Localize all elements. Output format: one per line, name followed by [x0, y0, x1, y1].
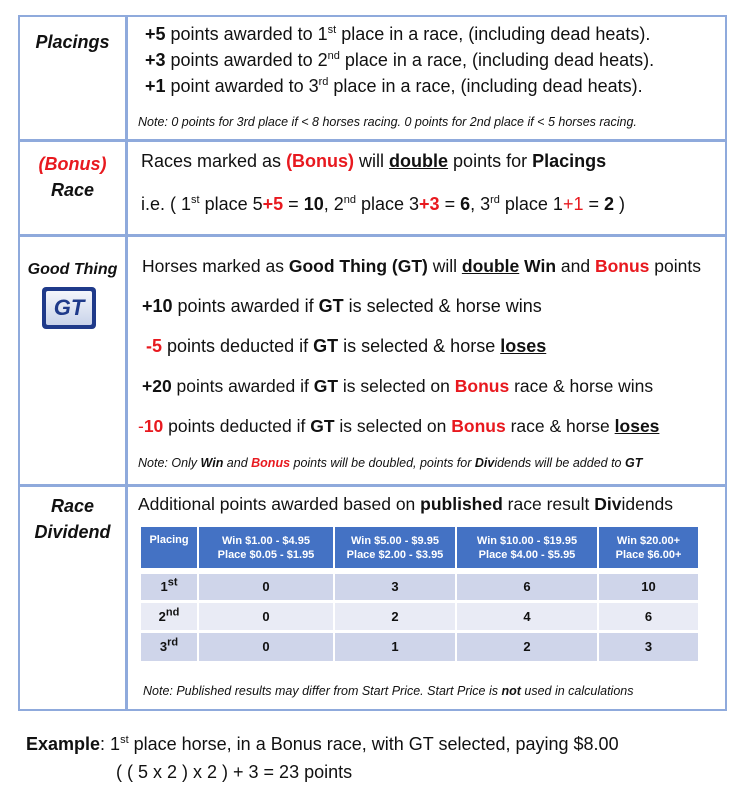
gt-l1-gt: Good Thing (GT)	[288, 256, 428, 276]
table-cell: 0	[198, 631, 334, 661]
second-text-a: points awarded to 2	[165, 50, 328, 70]
bonus-l2-b: place 5	[199, 194, 263, 214]
gt-l4-bonus: Bonus	[454, 376, 510, 396]
example-label: Example	[26, 734, 101, 754]
bonus-l2-r1: 10	[303, 194, 324, 214]
placings-third-line	[145, 76, 643, 97]
gt-l3-gt: GT	[313, 336, 339, 356]
header-col-3	[456, 527, 598, 571]
gt-line-3	[146, 336, 546, 357]
row-3-num: 3	[159, 639, 168, 655]
header-col-2-win: Win $5.00 - $9.95	[351, 534, 439, 547]
gt-note-c: points will be doubled, points for	[290, 456, 475, 470]
gt-l3-pts: -5	[146, 336, 163, 356]
bonus-l1-double: double	[389, 151, 449, 171]
gt-note-bonus: Bonus	[251, 456, 291, 470]
table-row	[141, 601, 698, 631]
gt-l1-e: points	[649, 256, 701, 276]
bonus-l1-bonus: (Bonus)	[286, 151, 355, 171]
bonus-l2-a: i.e. ( 1	[141, 194, 192, 214]
header-placing	[141, 527, 198, 571]
header-col-4	[598, 527, 698, 571]
table-cell: 0	[198, 601, 334, 631]
example-colon: : 1	[100, 734, 121, 754]
gt-l3-b: is selected & horse	[338, 336, 501, 356]
good-thing-row	[20, 237, 725, 487]
gt-l4-c: race & horse wins	[509, 376, 654, 396]
dividend-row	[20, 487, 725, 709]
gt-line-2	[142, 296, 542, 317]
table-row	[141, 571, 698, 601]
gt-logo-icon	[42, 287, 96, 329]
gt-l5-c: race & horse	[505, 416, 615, 436]
first-sup: st	[327, 24, 337, 36]
placings-note: Note: 0 points for 3rd place if < 8 horses racing. 0 points for 2nd place if < 5 horses racing.	[138, 115, 637, 129]
gt-l4-pts: +20	[142, 376, 172, 396]
good-thing-content	[131, 237, 725, 484]
bonus-l2-sup2: nd	[343, 194, 356, 206]
row-3-placing	[141, 631, 198, 661]
bonus-label-b: Race	[50, 180, 95, 200]
third-text-a: point awarded to 3	[165, 76, 319, 96]
gt-note	[138, 456, 642, 470]
header-col-2	[334, 527, 456, 571]
table-cell: 3	[334, 571, 456, 601]
dividend-label-a: Race	[50, 496, 95, 516]
bonus-l1-b: will	[354, 151, 390, 171]
gt-l3-loses: loses	[500, 336, 547, 356]
gt-l5-bonus: Bonus	[451, 416, 506, 436]
example-sup: st	[120, 734, 129, 746]
div-note-not: not	[501, 684, 521, 698]
dividend-header-row	[141, 527, 698, 571]
bonus-line-2	[141, 194, 625, 215]
header-placing-text: Placing	[149, 534, 189, 546]
div-intro-a: Additional points awarded based on	[138, 494, 421, 514]
gt-l4-gt: GT	[313, 376, 339, 396]
bonus-line-1	[141, 151, 606, 172]
table-cell: 0	[198, 571, 334, 601]
good-thing-label: Good Thing	[27, 261, 118, 278]
bonus-l2-h: place 1	[499, 194, 563, 214]
header-col-4-win: Win $20.00+	[616, 534, 681, 547]
gt-l1-bonus: Bonus	[594, 256, 650, 276]
dividend-content	[131, 487, 725, 709]
bonus-l2-e: place 3	[355, 194, 420, 214]
header-col-2-place: Place $2.00 - $3.95	[346, 548, 444, 561]
second-points: +3	[145, 50, 166, 70]
row-2-sup: nd	[165, 606, 180, 619]
bonus-label-cell	[20, 142, 128, 234]
gt-note-gt: GT	[624, 456, 643, 470]
row-2-num: 2	[158, 608, 166, 624]
gt-l2-a: points awarded if	[172, 296, 319, 316]
first-points: +5	[145, 24, 166, 44]
gt-l2-gt: GT	[318, 296, 344, 316]
gt-l4-a: points awarded if	[171, 376, 314, 396]
placings-content	[131, 17, 725, 139]
gt-l4-b: is selected on	[338, 376, 455, 396]
gt-l5-a: points deducted if	[163, 416, 311, 436]
first-text-b: place in a race, (including dead heats).	[336, 24, 651, 44]
gt-note-div: Div	[474, 456, 495, 470]
bonus-l1-placings: Placings	[532, 151, 607, 171]
placings-second-line	[145, 50, 654, 71]
header-col-1-win: Win $1.00 - $4.95	[222, 534, 310, 547]
example-rest: place horse, in a Bonus race, with GT selected, paying $8.00	[128, 734, 619, 754]
gt-note-d: idends will be added to	[494, 456, 625, 470]
second-sup: nd	[327, 50, 340, 62]
row-1-num: 1	[160, 579, 168, 595]
div-intro-div: Div	[594, 494, 622, 514]
gt-l1-d: and	[556, 256, 595, 276]
second-text-b: place in a race, (including dead heats).	[339, 50, 655, 70]
header-col-1	[198, 527, 334, 571]
bonus-row	[20, 142, 725, 237]
dividend-label-cell	[20, 487, 128, 709]
third-sup: rd	[318, 76, 329, 88]
header-col-1-place: Place $0.05 - $1.95	[217, 548, 315, 561]
bonus-l2-sup1: st	[191, 194, 200, 206]
bonus-content	[131, 142, 725, 234]
gt-l1-a: Horses marked as	[142, 256, 289, 276]
bonus-label-a: (Bonus)	[38, 154, 107, 174]
bonus-l2-sup3: rd	[490, 194, 500, 206]
third-text-b: place in a race, (including dead heats).	[328, 76, 643, 96]
gt-l5-pts: 10	[143, 416, 164, 436]
bonus-l1-c: points for	[448, 151, 533, 171]
first-text-a: points awarded to 1	[165, 24, 328, 44]
div-note-a: Note: Published results may differ from Start Price. Start Price is	[143, 684, 502, 698]
bonus-l1-a: Races marked as	[141, 151, 287, 171]
header-col-3-win: Win $10.00 - $19.95	[476, 534, 578, 547]
table-cell: 1	[334, 631, 456, 661]
div-intro-b: race result	[502, 494, 595, 514]
bonus-l2-j: )	[614, 194, 625, 214]
gt-l1-win: Win	[524, 256, 557, 276]
table-cell: 6	[598, 601, 698, 631]
dividend-intro	[138, 494, 673, 515]
bonus-l2-plus2: +3	[419, 194, 440, 214]
gt-l1-double: double	[461, 256, 520, 276]
table-row	[141, 631, 698, 661]
example-formula: ( ( 5 x 2 ) x 2 ) + 3 = 23 points	[116, 762, 353, 782]
third-points: +1	[145, 76, 166, 96]
placings-first-line	[145, 24, 650, 45]
bonus-l2-plus1: +5	[262, 194, 284, 214]
gt-l5-gt: GT	[310, 416, 335, 436]
header-col-4-place: Place $6.00+	[615, 548, 682, 561]
gt-note-win: Win	[200, 456, 224, 470]
bonus-l2-g: , 3	[470, 194, 491, 214]
bonus-l2-i: =	[583, 194, 604, 214]
bonus-l2-r2: 6	[460, 194, 471, 214]
table-cell: 2	[334, 601, 456, 631]
placings-label-cell	[20, 17, 128, 139]
bonus-l2-plus3: +1	[562, 194, 584, 214]
gt-note-a: Note: Only	[138, 456, 201, 470]
example-line	[26, 734, 619, 755]
gt-logo-text: GT	[46, 291, 92, 325]
header-col-3-place: Place $4.00 - $5.95	[478, 548, 576, 561]
row-1-placing	[141, 571, 198, 601]
good-thing-label-cell	[20, 237, 128, 484]
table-cell: 10	[598, 571, 698, 601]
gt-line-5	[138, 416, 659, 437]
gt-line-4	[142, 376, 653, 397]
row-2-placing	[141, 601, 198, 631]
dividend-label-b: Dividend	[34, 522, 111, 542]
gt-l5-b: is selected on	[334, 416, 452, 436]
scoring-rules-table	[18, 15, 727, 711]
bonus-l2-d: , 2	[323, 194, 344, 214]
gt-l5-loses: loses	[614, 416, 660, 436]
bonus-l2-c: =	[283, 194, 304, 214]
gt-line-1	[142, 256, 701, 277]
row-3-sup: rd	[167, 636, 179, 649]
gt-note-b: and	[223, 456, 252, 470]
gt-l2-pts: +10	[142, 296, 173, 316]
dividend-note	[143, 684, 633, 698]
row-1-sup: st	[167, 576, 178, 589]
dividend-table	[141, 527, 698, 661]
gt-l5-minus: -	[138, 416, 144, 436]
gt-l3-a: points deducted if	[162, 336, 314, 356]
gt-l2-b: is selected & horse wins	[343, 296, 542, 316]
table-cell: 4	[456, 601, 598, 631]
bonus-l2-r3: 2	[603, 194, 614, 214]
table-cell: 3	[598, 631, 698, 661]
table-cell: 2	[456, 631, 598, 661]
div-intro-c: idends	[621, 494, 674, 514]
bonus-l2-f: =	[439, 194, 461, 214]
placings-label: Placings	[35, 32, 110, 52]
div-intro-published: published	[420, 494, 503, 514]
gt-l1-b: will	[427, 256, 462, 276]
table-cell: 6	[456, 571, 598, 601]
placings-row	[20, 17, 725, 142]
div-note-b: used in calculations	[520, 684, 634, 698]
